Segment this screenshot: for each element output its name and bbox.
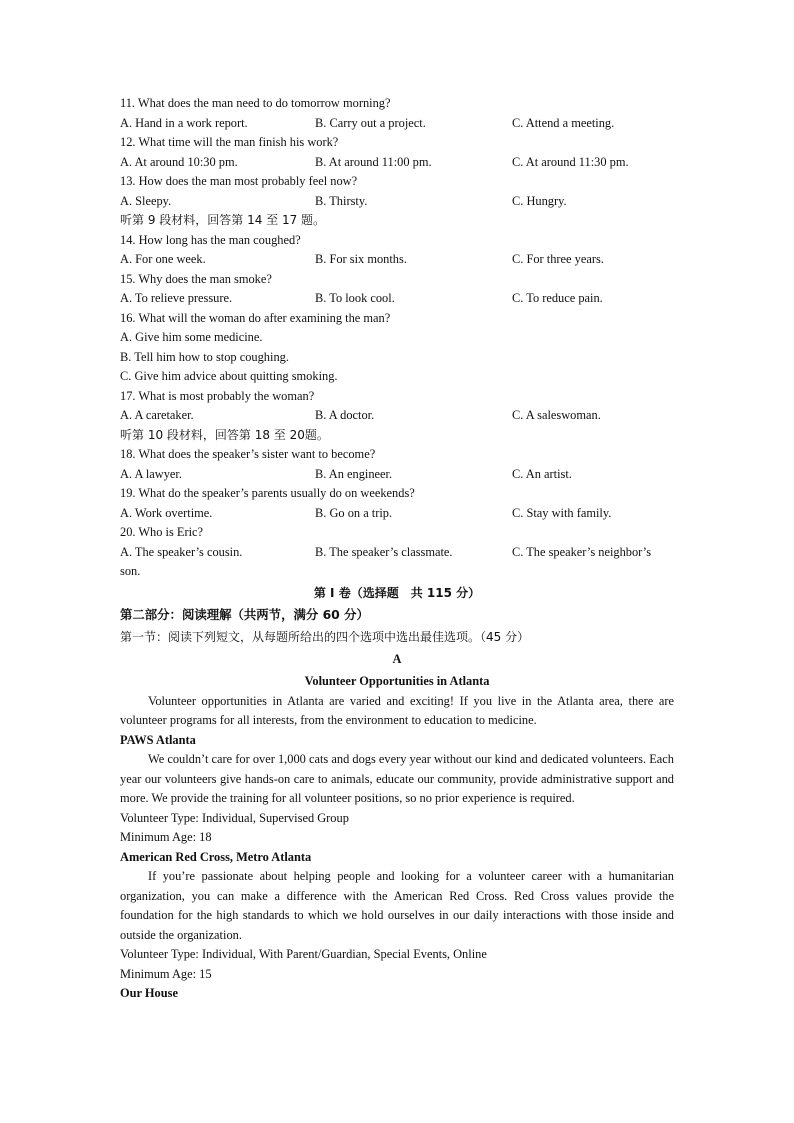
- option-b: B. To look cool.: [315, 291, 395, 305]
- question-15: 15. Why does the man smoke?: [120, 271, 272, 286]
- redcross-title: American Red Cross, Metro Atlanta: [120, 849, 312, 864]
- option-c: C. To reduce pain.: [512, 291, 603, 305]
- intro-paragraph: Volunteer opportunities in Atlanta are varied and exciting! If you live in the Atlanta area, there are volunteer programs for all interests, from the environment to education to medicine.: [120, 693, 674, 727]
- exam-page: [120, 94, 674, 1004]
- options-15: [120, 289, 674, 309]
- passage-letter: A: [392, 651, 402, 666]
- option-c: C. At around 11:30 pm.: [512, 154, 629, 169]
- paws-volunteer-type: Volunteer Type: Individual, Supervised Group: [120, 810, 349, 825]
- option-a: A. Sleepy.: [120, 193, 172, 208]
- option-a: A. At around 10:30 pm.: [120, 154, 238, 169]
- option-b: B. Go on a trip.: [315, 505, 393, 520]
- option-c: C. Hungry.: [512, 193, 567, 208]
- option-c-continuation: son.: [120, 564, 141, 578]
- option-b: B. Carry out a project.: [315, 115, 426, 130]
- option-a: A. Hand in a work report.: [120, 115, 248, 130]
- option-c: C. Give him advice about quitting smoking.: [120, 369, 338, 383]
- question-12: 12. What time will the man finish his work?: [120, 135, 339, 149]
- option-c: C. An artist.: [512, 466, 572, 481]
- question-14: 14. How long has the man coughed?: [120, 232, 301, 247]
- question-19: 19. What do the speaker’s parents usually do on weekends?: [120, 486, 415, 500]
- options-19: [120, 504, 674, 524]
- option-c: C. A saleswoman.: [512, 408, 601, 422]
- ourhouse-title: Our House: [120, 986, 178, 1000]
- section1-title: 第一节：阅读下列短文，从每题所给出的四个选项中选出最佳选项。（45 分）: [120, 629, 530, 644]
- question-16: 16. What will the woman do after examining the man?: [120, 310, 391, 325]
- redcross-minimum-age: Minimum Age: 15: [120, 966, 212, 981]
- question-18: 18. What does the speaker’s sister want to become?: [120, 447, 376, 461]
- option-b: B. For six months.: [315, 252, 407, 266]
- passage-title: Volunteer Opportunities in Atlanta: [304, 673, 490, 688]
- option-c: C. For three years.: [512, 252, 604, 266]
- option-c: C. Stay with family.: [512, 505, 612, 520]
- paws-minimum-age: Minimum Age: 18: [120, 830, 212, 844]
- option-c: C. The speaker’s neighbor’s: [512, 544, 652, 559]
- question-20: 20. Who is Eric?: [120, 525, 204, 539]
- volume-title: 第 I 卷（选择题 共 115 分）: [313, 585, 481, 600]
- part2-title: 第二部分：阅读理解（共两节，满分 60 分）: [120, 606, 369, 622]
- options-12: [120, 153, 674, 173]
- paws-paragraph: We couldn’t care for over 1,000 cats and dogs every year without our kind and dedicated volunteers. Each year our volunteers give hands-on care to animals, educate our community, provide administrative support and more. We provide the training for all volunteer positions, so no prior experience is required.: [120, 752, 674, 805]
- question-13: 13. How does the man most probably feel now?: [120, 174, 358, 188]
- option-b: B. Tell him how to stop coughing.: [120, 349, 289, 364]
- option-a: A. A lawyer.: [120, 466, 182, 481]
- option-b: B. At around 11:00 pm.: [315, 154, 432, 169]
- option-b: B. A doctor.: [315, 408, 375, 422]
- redcross-paragraph: If you’re passionate about helping people and looking for a volunteer career with a humanitarian organization, you can make a difference with the American Red Cross. Red Cross values provide the foundation for the high standards to which we hold ourselves in our daily interactions with those inside and outside the organization.: [120, 869, 674, 942]
- paws-title: PAWS Atlanta: [120, 732, 196, 747]
- options-17: [120, 406, 674, 426]
- option-b: B. The speaker’s classmate.: [315, 544, 453, 559]
- options-20: [120, 543, 674, 563]
- option-b: B. Thirsty.: [315, 193, 368, 208]
- option-a: A. The speaker’s cousin.: [120, 544, 243, 559]
- options-18: [120, 465, 674, 485]
- question-17: 17. What is most probably the woman?: [120, 388, 315, 403]
- option-c: C. Attend a meeting.: [512, 115, 615, 130]
- options-14: [120, 250, 674, 270]
- option-a: A. A caretaker.: [120, 408, 194, 422]
- redcross-volunteer-type: Volunteer Type: Individual, With Parent/Guardian, Special Events, Online: [120, 947, 487, 961]
- option-a: A. Work overtime.: [120, 505, 213, 520]
- option-b: B. An engineer.: [315, 466, 393, 481]
- question-11: 11. What does the man need to do tomorrow morning?: [120, 96, 391, 110]
- option-a: A. Give him some medicine.: [120, 330, 263, 344]
- option-a: A. For one week.: [120, 252, 206, 266]
- options-13: [120, 192, 674, 212]
- option-a: A. To relieve pressure.: [120, 291, 233, 305]
- instruction-material-9: 听第 9 段材料，回答第 14 至 17 题。: [120, 213, 326, 227]
- instruction-material-10: 听第 10 段材料，回答第 18 至 20题。: [120, 427, 329, 442]
- options-11: [120, 114, 674, 134]
